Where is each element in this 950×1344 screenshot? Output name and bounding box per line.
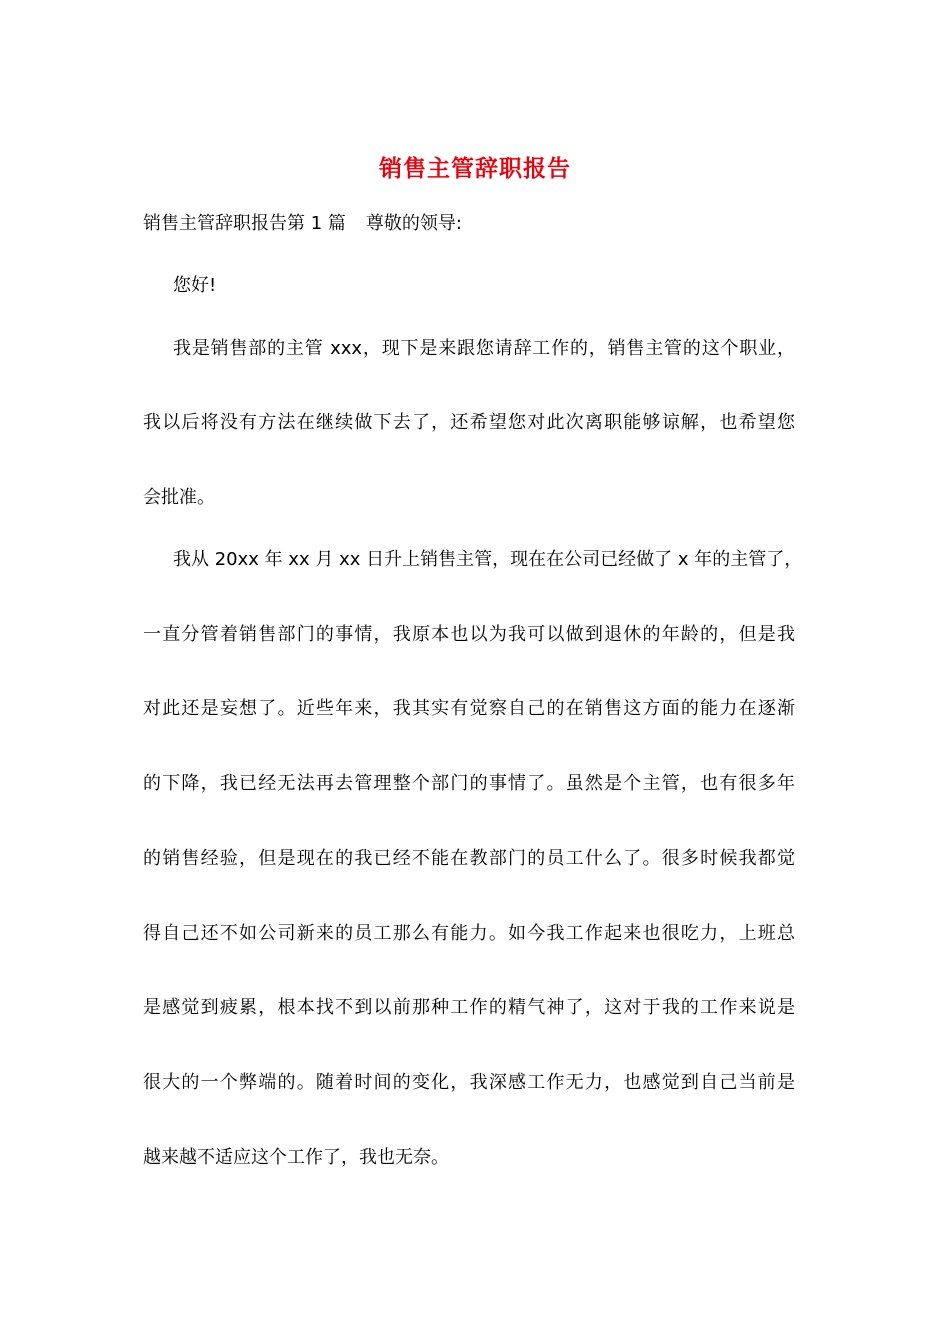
- paragraph2-line: 是感觉到疲累，根本找不到以前那种工作的精气神了，这对于我的工作来说是: [143, 997, 795, 1018]
- paragraph2-line: 得自己还不如公司新来的员工那么有能力。如今我工作起来也很吃力，上班总: [143, 923, 795, 944]
- greeting: 您好!: [173, 275, 217, 296]
- paragraph2-line: 的销售经验，但是现在的我已经不能在教部门的员工什么了。很多时候我都觉: [143, 848, 795, 869]
- paragraph1-line: 会批准。: [143, 487, 215, 508]
- paragraph1-line: 我以后将没有方法在继续做下去了，还希望您对此次离职能够谅解，也希望您: [143, 412, 795, 433]
- document-title: 销售主管辞职报告: [379, 155, 571, 182]
- paragraph1-line: 我是销售部的主管 xxx，现下是来跟您请辞工作的，销售主管的这个职业，: [173, 338, 795, 359]
- paragraph2-line: 一直分管着销售部门的事情，我原本也以为我可以做到退休的年龄的，但是我: [143, 624, 795, 645]
- heading-line: [143, 212, 462, 236]
- paragraph2-line: 很大的一个弊端的。随着时间的变化，我深感工作无力，也感觉到自己当前是: [143, 1072, 795, 1093]
- paragraph2-line: 越来越不适应这个工作了，我也无奈。: [143, 1147, 449, 1168]
- paragraph2-line: 我从 20xx 年 xx 月 xx 日升上销售主管，现在在公司已经做了 x 年的主管了，: [173, 549, 803, 570]
- paragraph2-line: 对此还是妄想了。近些年来，我其实有觉察自己的在销售这方面的能力在逐渐: [143, 698, 795, 719]
- paragraph2-line: 的下降，我已经无法再去管理整个部门的事情了。虽然是个主管，也有很多年: [143, 773, 795, 794]
- salutation: 尊敬的领导:: [365, 213, 462, 234]
- heading-prefix: 销售主管辞职报告第 1 篇: [143, 213, 346, 234]
